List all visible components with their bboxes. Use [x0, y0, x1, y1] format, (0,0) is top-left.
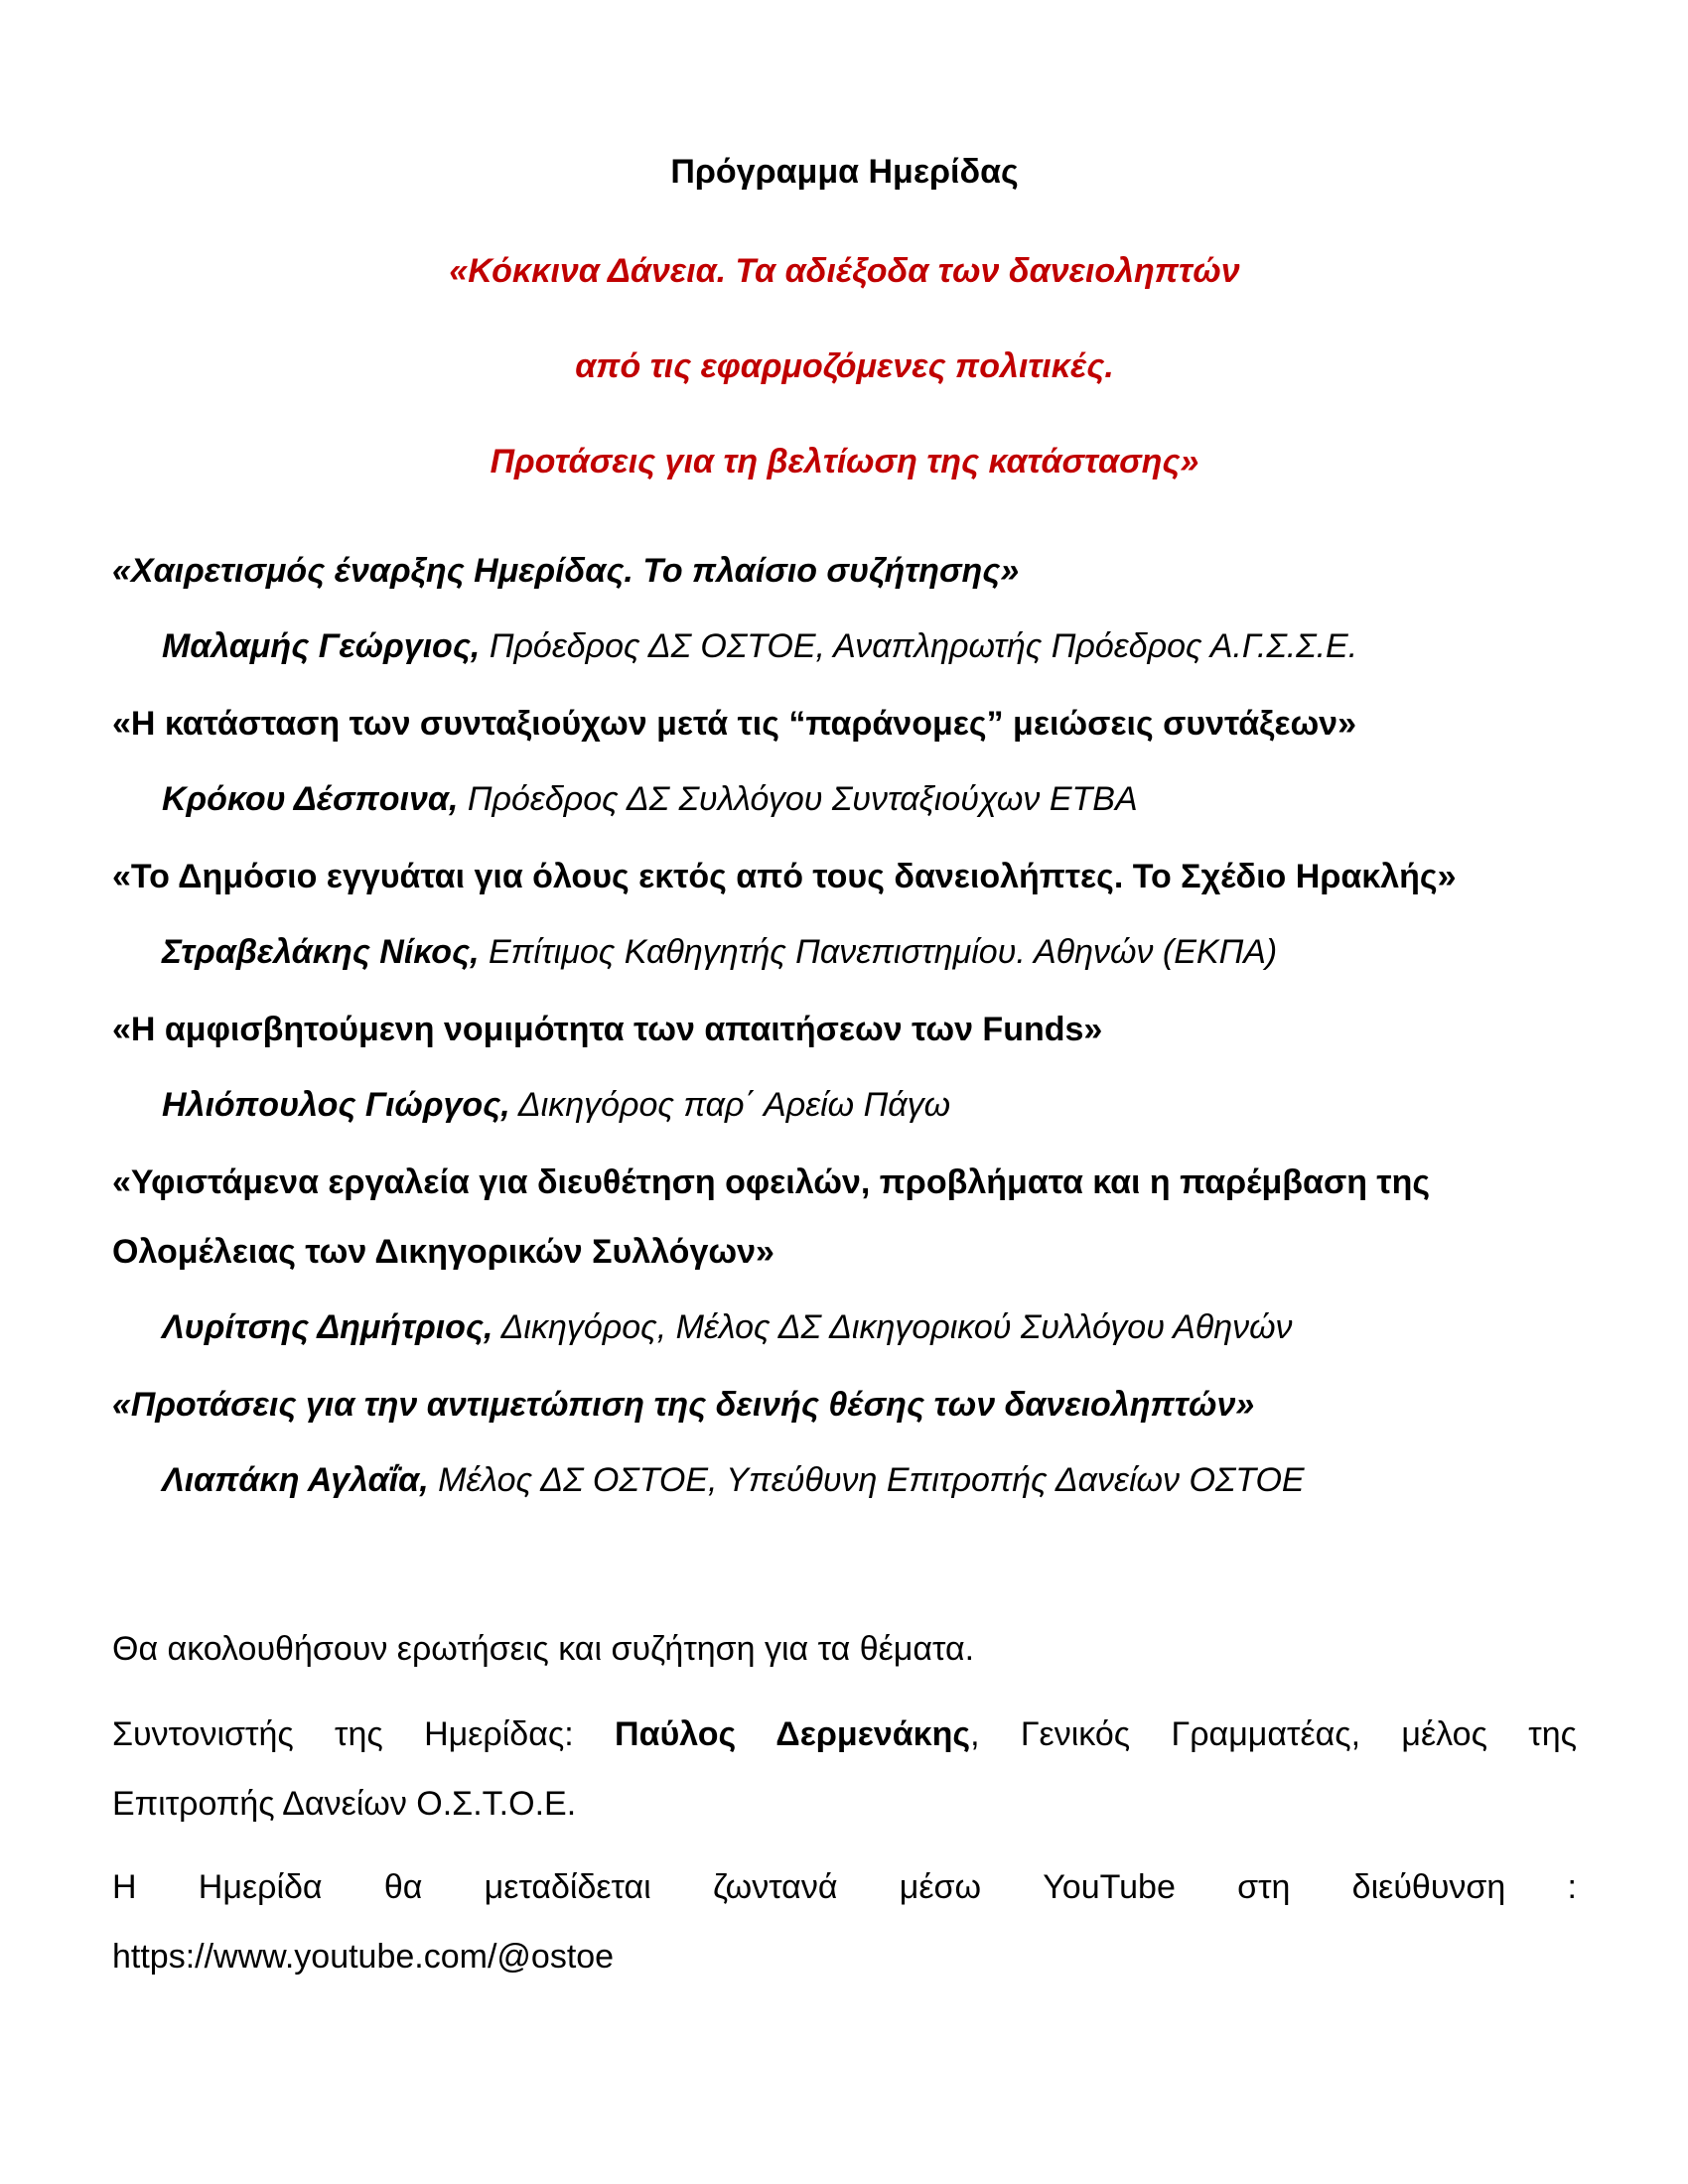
session-speaker: [112, 917, 1577, 987]
session-title: «Η αμφισβητούμενη νομιμότητα των απαιτήσεων των Funds»: [112, 1011, 1103, 1048]
speaker-name: Μαλαμής Γεώργιος,: [162, 627, 481, 665]
session-title: «Υφιστάμενα εργαλεία για διευθέτηση οφειλών, προβλήματα και η παρέμβαση της Ολομέλειας των Δικηγορικών Συλλόγων»: [112, 1163, 1431, 1271]
coordinator-name: Παύλος Δερμενάκης: [615, 1715, 971, 1753]
session-title: «Χαιρετισμός έναρξης Ημερίδας. Το πλαίσιο συζήτησης»: [112, 552, 1020, 590]
session-speaker: [112, 764, 1577, 834]
session-speaker: [112, 612, 1577, 681]
stream-paragraph: [112, 1852, 1577, 1991]
speaker-name: Κρόκου Δέσποινα,: [162, 780, 459, 818]
session-title: «Η κατάσταση των συνταξιούχων μετά τις “παράνομες” μειώσεις συντάξεων»: [112, 705, 1357, 743]
document-title: Πρόγραμμα Ημερίδας: [670, 153, 1019, 191]
stream-info-line: Η Ημερίδα θα μεταδίδεται ζωντανά μέσω YouTube στη διεύθυνση :: [112, 1868, 1577, 1906]
speaker-name: Λιαπάκη Αγλαΐα,: [162, 1461, 429, 1499]
subtitle-line-2: από τις εφαρμοζόμενες πολιτικές.: [575, 347, 1114, 385]
questions-note: Θα ακολουθήσουν ερωτήσεις και συζήτηση για τα θέματα.: [112, 1630, 975, 1668]
session-title: «Προτάσεις για την αντιμετώπιση της δεινής θέσης των δανειοληπτών»: [112, 1386, 1255, 1424]
session-6: [112, 1370, 1577, 1515]
session-title: «Το Δημόσιο εγγυάται για όλους εκτός από τους δανειολήπτες. Το Σχέδιο Ηρακλής»: [112, 858, 1457, 895]
speaker-name: Στραβελάκης Νίκος,: [162, 933, 480, 971]
speaker-role: Πρόεδρος ΔΣ ΟΣΤΟΕ, Αναπληρωτής Πρόεδρος Α.Γ.Σ.Σ.Ε.: [480, 627, 1358, 665]
session-5: [112, 1148, 1577, 1362]
coordinator-paragraph: [112, 1700, 1577, 1839]
session-3: [112, 842, 1577, 987]
youtube-url: https://www.youtube.com/@ostoe: [112, 1938, 615, 1976]
coordinator-role: , Γενικός Γραμματέας, μέλος της: [970, 1715, 1577, 1753]
coordinator-prefix: Συντονιστής της Ημερίδας:: [112, 1715, 616, 1753]
subtitle-line-3: Προτάσεις για τη βελτίωση της κατάστασης»: [490, 443, 1199, 480]
session-1: [112, 536, 1577, 681]
session-speaker: [112, 1293, 1577, 1362]
coordinator-line-1: [112, 1700, 1577, 1769]
session-speaker: [112, 1070, 1577, 1140]
speaker-role: Δικηγόρος, Μέλος ΔΣ Δικηγορικού Συλλόγου Αθηνών: [492, 1308, 1293, 1346]
speaker-role: Επίτιμος Καθηγητής Πανεπιστημίου. Αθηνών (ΕΚΠΑ): [479, 933, 1278, 971]
session-4: [112, 995, 1577, 1140]
speaker-role: Πρόεδρος ΔΣ Συλλόγου Συνταξιούχων ΕΤΒΑ: [458, 780, 1138, 818]
sessions-list: [112, 536, 1577, 1515]
session-2: [112, 689, 1577, 834]
speaker-role: Μέλος ΔΣ ΟΣΤΟΕ, Υπεύθυνη Επιτροπής Δανείων ΟΣΤΟΕ: [428, 1461, 1305, 1499]
subtitle-line-1: «Κόκκινα Δάνεια. Τα αδιέξοδα των δανειοληπτών: [449, 252, 1240, 290]
coordinator-line-2: Επιτροπής Δανείων Ο.Σ.Τ.Ο.Ε.: [112, 1785, 577, 1823]
session-speaker: [112, 1445, 1577, 1515]
speaker-name: Ηλιόπουλος Γιώργος,: [162, 1086, 510, 1124]
speaker-role: Δικηγόρος παρ΄ Αρείω Πάγω: [509, 1086, 951, 1124]
speaker-name: Λυρίτσης Δημήτριος,: [162, 1308, 493, 1346]
